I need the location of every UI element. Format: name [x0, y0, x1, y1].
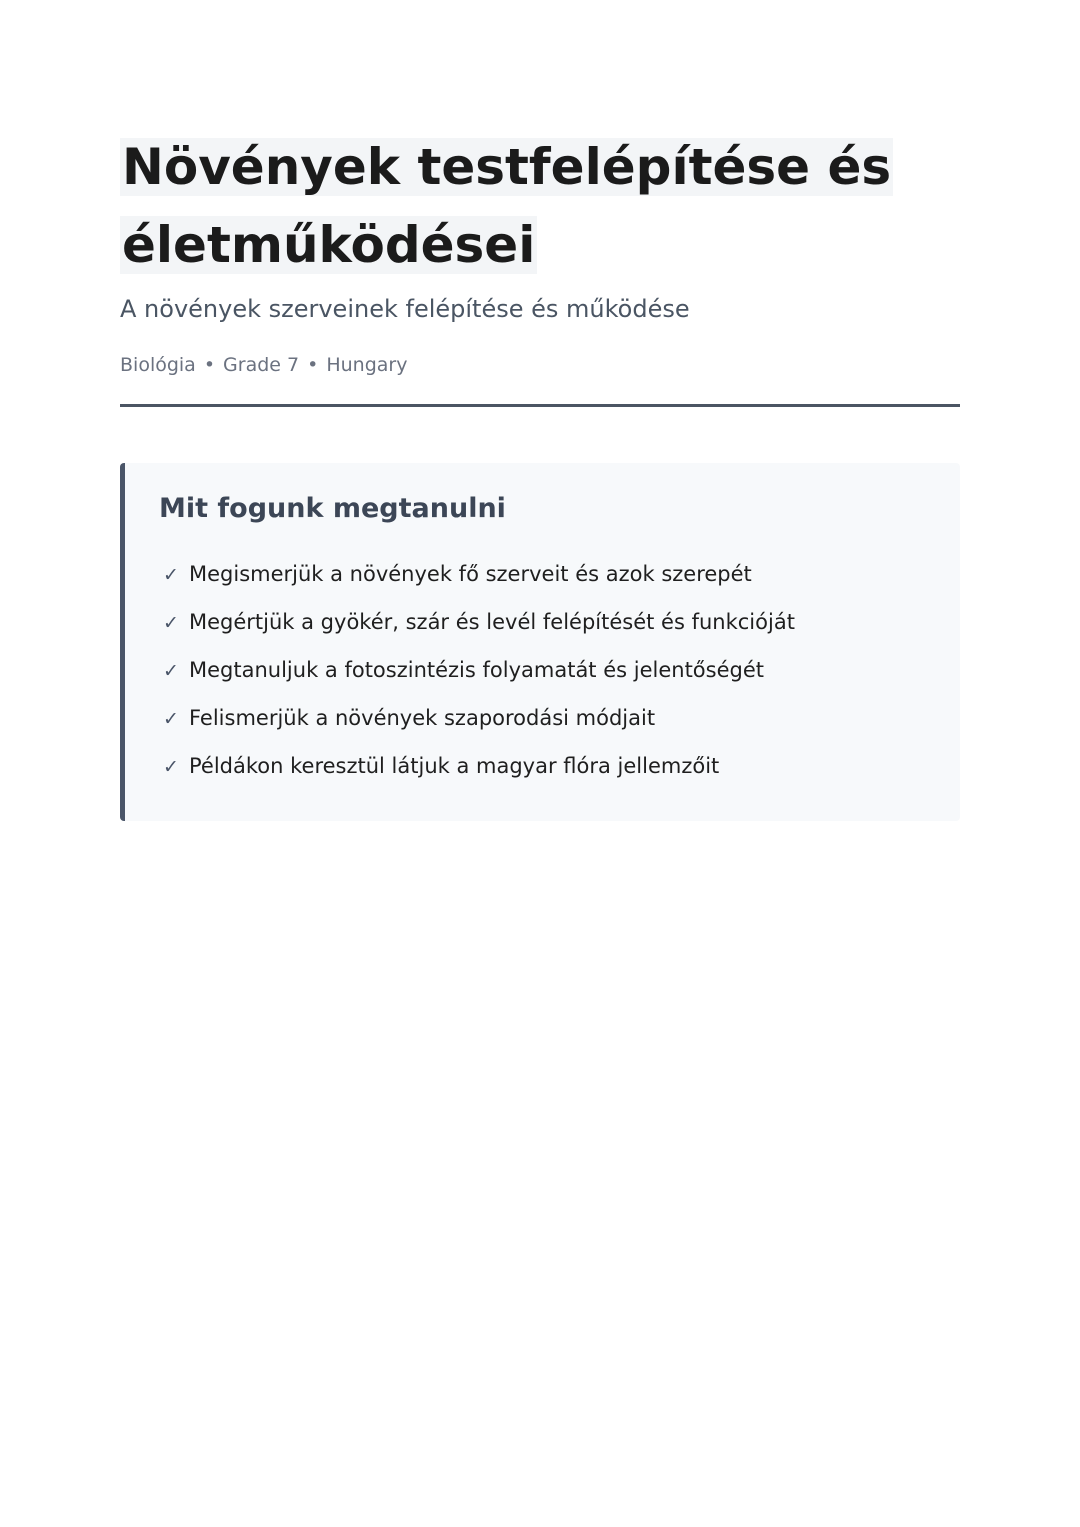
meta-separator: • [307, 354, 319, 376]
page-subtitle: A növények szerveinek felépítése és működése [120, 295, 690, 323]
list-item-text: Megtanuljuk a fotoszintézis folyamatát és jelentőségét [189, 658, 764, 682]
check-icon: ✓ [163, 612, 179, 634]
learning-goals-box [120, 463, 960, 821]
list-item [163, 700, 795, 748]
list-item-text: Megértjük a gyökér, szár és levél felépítését és funkcióját [189, 610, 795, 634]
list-item [163, 604, 795, 652]
title-line-1: Növények testfelépítése és [122, 138, 892, 196]
meta-country: Hungary [326, 354, 408, 376]
page-title [120, 128, 960, 284]
title-line-2: életműködései [122, 216, 536, 274]
meta-separator: • [203, 354, 216, 376]
meta-grade: Grade 7 [223, 354, 300, 376]
list-item [163, 748, 795, 796]
check-icon: ✓ [163, 756, 179, 778]
header-divider [120, 404, 960, 407]
learning-goals-list [163, 556, 795, 796]
list-item [163, 652, 795, 700]
list-item-text: Példákon keresztül látjuk a magyar flóra jellemzőit [189, 754, 720, 778]
meta-line [120, 352, 407, 378]
learning-goals-heading: Mit fogunk megtanulni [159, 493, 506, 524]
check-icon: ✓ [163, 660, 179, 682]
list-item-text: Felismerjük a növények szaporodási módjait [189, 706, 656, 730]
list-item-text: Megismerjük a növények fő szerveit és azok szerepét [189, 562, 752, 586]
document-header [120, 128, 960, 376]
check-icon: ✓ [163, 564, 179, 586]
check-icon: ✓ [163, 708, 179, 730]
meta-subject: Biológia [120, 354, 196, 376]
list-item [163, 556, 795, 604]
